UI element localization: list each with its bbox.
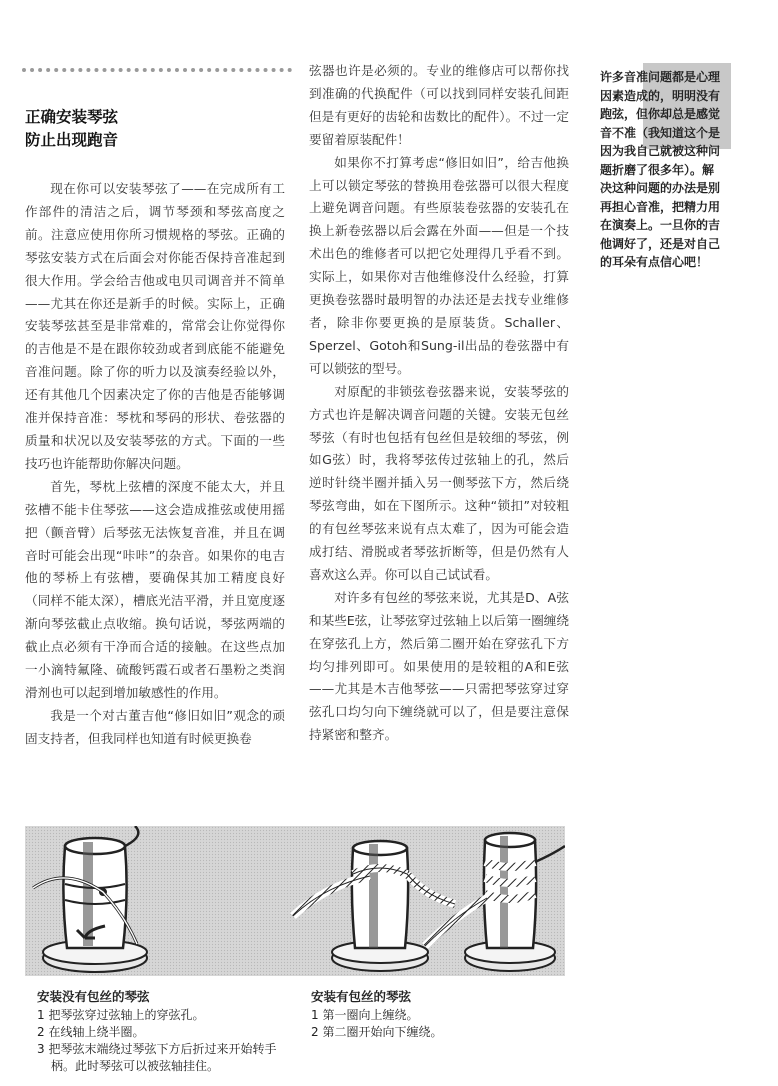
caption-step: 3 把琴弦末端绕过琴弦下方后折过来开始转手柄。此时琴弦可以被弦轴挂住。 xyxy=(37,1042,277,1073)
dotted-divider xyxy=(22,68,292,72)
paragraph: 现在你可以安装琴弦了——在完成所有工作部件的清洁之后，调节琴颈和琴弦高度之前。注意应使用你所习惯规格的琴弦。正确的琴弦安装方式在后面会对你能否保持音准起到很大作用。学会给吉他或电贝司调音并不简单——尤其在你还是新手的时候。实际上，正确安装琴弦甚至是非常难的，常常会让你觉得你的吉他是不是在跟你较劲或者到底能不能避免音准问题。除了你的听力以及演奏经验以外，还有其他几个因素决定了你的吉他是否能够调准并保持音准：琴枕和琴码的形状、卷弦器的质量和状况以及安装琴弦的方式。下面的一些技巧也许能帮助你解决问题。 xyxy=(25,181,285,471)
section-heading xyxy=(25,106,295,152)
sidebar-tip: 许多音准问题都是心理因素造成的，明明没有跑弦，但你却总是感觉音不准（我知道这个是因为我自己就被这种问题折磨了很多年）。解决这种问题的办法是别再担心音准，把精力用在演奏上。一旦你的吉他调好了，还是对自己的耳朵有点信心吧！ xyxy=(600,70,721,269)
heading-line-1: 正确安装琴弦 xyxy=(25,108,119,126)
string-winding-illustration xyxy=(25,826,565,976)
caption-step: 2 在线轴上绕半圈。 xyxy=(37,1025,145,1039)
caption-wound-strings xyxy=(311,988,551,1041)
left-text-column xyxy=(25,178,285,751)
paragraph: 对许多有包丝的琴弦来说，尤其是D、A弦和某些E弦，让琴弦穿过弦轴上以后第一圈缠绕在穿弦孔上方，然后第二圈开始在穿弦孔下方均匀排列即可。如果使用的是较粗的A和E弦——尤其是木吉他琴弦——只需把琴弦穿过穿弦孔口均匀向下缠绕就可以了，但是要注意保持紧密和整齐。 xyxy=(309,589,569,743)
paragraph: 首先，琴枕上弦槽的深度不能太大，并且弦槽不能卡住琴弦——这会造成推弦或使用摇把（颤音臂）后琴弦无法恢复音准，并且在调音时可能会出现“咔咔”的杂音。如果你的电吉他的琴桥上有弦槽，要确保其加工精度良好（同样不能太深），槽底光洁平滑，并且宽度逐渐向琴弦截止点收缩。换句话说，琴弦两端的截止点必须有干净而合适的接触。在这些点加一小滴特氟隆、硫酸钙霞石或者石墨粉之类润滑剂也可以起到增加敏感性的作用。 xyxy=(25,478,285,700)
heading-line-2: 防止出现跑音 xyxy=(25,131,119,149)
middle-text-column xyxy=(309,60,569,747)
paragraph: 如果你不打算考虑“修旧如旧”，给吉他换上可以锁定琴弦的替换用卷弦器可以很大程度上避免调音问题。有些原装卷弦器的安装孔在换上新卷弦器以后会露在外面——但是一个技术出色的维修者可以把它处理得几乎看不到。实际上，如果你对吉他维修没什么经验，打算更换卷弦器时最明智的办法还是去找专业维修者，除非你要更换的是原装货。Schaller、Sperzel、Gotoh和Sung-il出品的卷弦器中有可以锁弦的型号。 xyxy=(309,154,569,376)
paragraph: 弦器也许是必须的。专业的维修店可以帮你找到准确的代换配件（可以找到同样安装孔间距但是有更好的齿轮和齿数比的配件）。不过一定要留着原装配件！ xyxy=(309,63,569,147)
caption-step: 1 把琴弦穿过弦轴上的穿弦孔。 xyxy=(37,1008,205,1022)
paragraph: 我是一个对古董吉他“修旧如旧”观念的顽固支持者，但我同样也知道有时候更换卷 xyxy=(25,707,285,746)
caption-step: 2 第二圈开始向下缠绕。 xyxy=(311,1025,443,1039)
caption-unwound-strings xyxy=(37,988,297,1075)
paragraph: 对原配的非锁弦卷弦器来说，安装琴弦的方式也许是解决调音问题的关键。安装无包丝琴弦（有时也包括有包丝但是较细的琴弦，例如G弦）时，我将琴弦传过弦轴上的孔，然后逆时针绕半圈并插入另一侧琴弦下方，然后绕琴弦弯曲，如在下图所示。这种“锁扣”对较粗的有包丝琴弦来说有点太难了，因为可能会造成打结、滑脱或者琴弦折断等，但是仍然有人喜欢这么弄。你可以自己试试看。 xyxy=(309,383,569,582)
caption-title: 安装有包丝的琴弦 xyxy=(311,989,412,1004)
caption-title: 安装没有包丝的琴弦 xyxy=(37,989,150,1004)
caption-step: 1 第一圈向上缠绕。 xyxy=(311,1008,419,1022)
